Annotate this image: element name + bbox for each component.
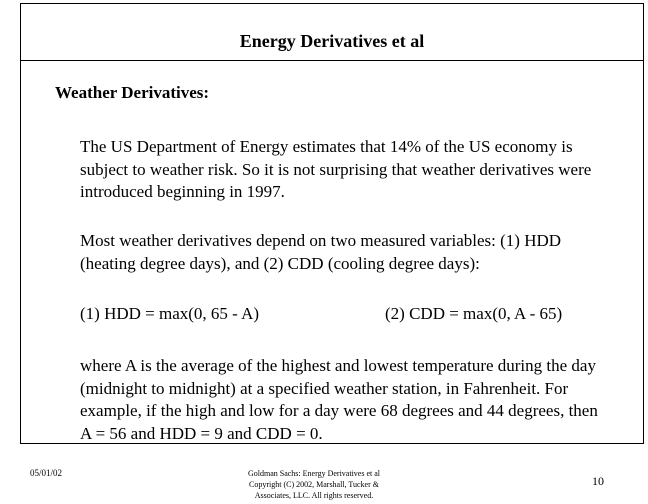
footer-line-2: Copyright (C) 2002, Marshall, Tucker & <box>249 480 379 489</box>
paragraph-definition-example: where A is the average of the highest and lowest temperature during the day (midnight to midnight) at a specified weather station, in Fahrenheit. For example, if the high and low for a day were 68 degrees and 44 degrees, then A = 56 and HDD = 9 and CDD = 0. <box>80 356 598 443</box>
formula-hdd: (1) HDD = max(0, 65 - A) <box>80 304 260 323</box>
footer-date: 05/01/02 <box>30 468 63 478</box>
section-heading: Weather Derivatives: <box>55 83 210 102</box>
paragraph-doe-estimate: The US Department of Energy estimates that 14% of the US economy is subject to weather risk. So it is not surprising that weather derivatives were introduced beginning in 1997. <box>80 137 592 201</box>
formula-cdd: (2) CDD = max(0, A - 65) <box>385 304 563 323</box>
slide-title: Energy Derivatives et al <box>239 31 425 51</box>
footer-line-1: Goldman Sachs: Energy Derivatives et al <box>247 469 381 478</box>
title-divider <box>20 60 644 61</box>
footer-line-3: Associates, LLC. All rights reserved. <box>254 491 374 500</box>
footer-copyright <box>224 468 404 501</box>
page-number: 10 <box>592 474 604 488</box>
paragraph-measured-variables: Most weather derivatives depend on two measured variables: (1) HDD (heating degree days), and (2) CDD (cooling degree days): <box>80 231 562 273</box>
